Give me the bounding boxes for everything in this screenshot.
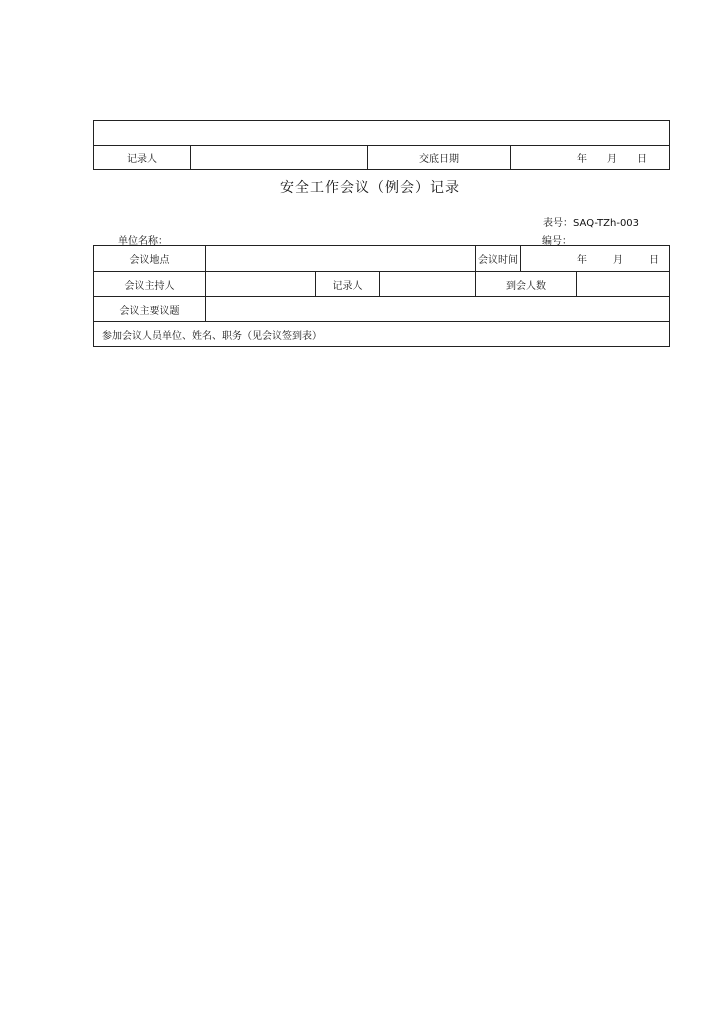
recorder-field[interactable]	[191, 146, 368, 170]
serial-label: 编号：	[542, 236, 572, 247]
blank-header-row	[94, 121, 670, 146]
meeting-recorder-label: 记录人	[316, 272, 380, 297]
meeting-recorder-field[interactable]	[380, 272, 476, 297]
host-field[interactable]	[206, 272, 316, 297]
day-label: 日	[637, 154, 647, 165]
host-label: 会议主持人	[94, 272, 206, 297]
form-title: 安全工作会议（例会）记录	[280, 180, 460, 196]
topic-field[interactable]	[206, 297, 670, 322]
handover-date-field[interactable]	[511, 146, 670, 170]
form-number: 表号：SAQ-TZh-003	[543, 218, 640, 229]
handover-date-label: 交底日期	[368, 146, 511, 170]
participants-label: 参加会议人员单位、姓名、职务（见会议签到表）	[94, 322, 670, 347]
attendees-field[interactable]	[577, 272, 670, 297]
month-label: 月	[607, 154, 617, 165]
handover-table	[93, 120, 670, 170]
location-label: 会议地点	[94, 246, 206, 272]
time-day-label: 日	[649, 255, 660, 266]
recorder-label: 记录人	[94, 146, 191, 170]
meeting-time-label: 会议时间	[476, 246, 521, 272]
topic-label: 会议主要议题	[94, 297, 206, 322]
location-field[interactable]	[206, 246, 476, 272]
time-year-label: 年	[577, 255, 588, 266]
unit-name-label: 单位名称：	[118, 236, 168, 247]
attendees-label: 到会人数	[476, 272, 577, 297]
year-label: 年	[577, 154, 587, 165]
meeting-time-field[interactable]	[521, 246, 670, 272]
time-month-label: 月	[613, 255, 624, 266]
meeting-table	[93, 245, 670, 347]
